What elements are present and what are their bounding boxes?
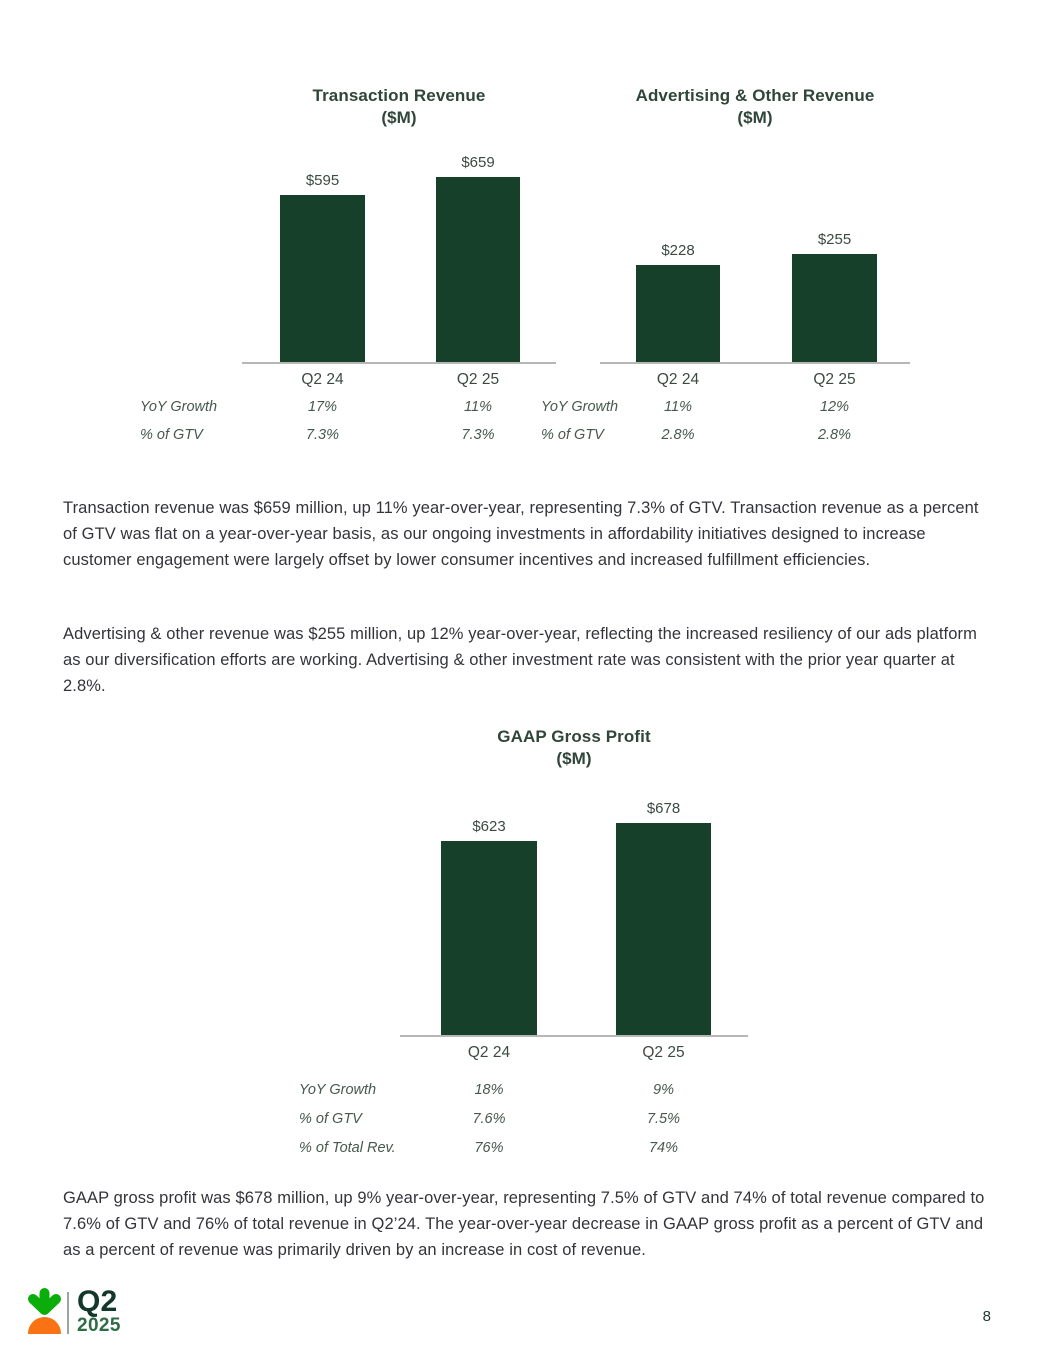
metric-value: 17%: [307, 399, 338, 415]
metric-row-label: % of GTV: [541, 427, 604, 443]
bar-value-label: $595: [305, 172, 340, 189]
chart-subtitle: ($M): [381, 108, 417, 127]
bar-group: [636, 127, 720, 362]
chart-title-text: Advertising & Other Revenue: [635, 86, 875, 105]
plot-area: [242, 127, 556, 362]
chart-title: [242, 85, 556, 129]
chart-title: [400, 726, 748, 770]
chart-transaction-revenue: [130, 85, 556, 455]
metric-value: 12%: [819, 399, 850, 415]
paragraph-gaap-gross-profit: GAAP gross profit was $678 million, up 9% year-over-year, representing 7.5% of GTV and 74% of total revenue compared to 7.6% of GTV and 76% of total revenue in Q2’24. The year-over-year decrease in GAAP gross profit as a percent of GTV and as a percent of revenue was primarily driven by an increase in cost of revenue.: [63, 1189, 985, 1259]
chart-title-text: GAAP Gross Profit: [497, 727, 651, 746]
bar-group: [441, 775, 537, 1035]
bar-q2-25: [616, 823, 711, 1035]
bar-value-label: $678: [646, 800, 681, 817]
metric-value: 7.3%: [305, 427, 340, 443]
category-label: Q2 24: [467, 1044, 511, 1061]
metric-row: [531, 427, 911, 447]
page-number: 8: [982, 1308, 991, 1325]
metric-row: [299, 1082, 749, 1102]
metric-value: 18%: [474, 1082, 504, 1098]
metric-value: 7.3%: [461, 427, 495, 443]
metric-row-label: YoY Growth: [140, 399, 218, 415]
bar-value-label: $255: [817, 231, 852, 248]
logo-year: 2025: [77, 1315, 121, 1336]
metric-row-label: % of GTV: [140, 427, 203, 443]
chart-subtitle: ($M): [737, 108, 773, 127]
metric-value: 9%: [653, 1082, 674, 1098]
bar-q2-25: [436, 177, 520, 362]
x-axis-line: [600, 362, 910, 364]
bar-group: [280, 127, 365, 362]
logo-divider: [67, 1292, 69, 1334]
metric-value: 74%: [648, 1140, 679, 1156]
metric-row: [531, 399, 911, 419]
metric-row-label: % of Total Rev.: [299, 1140, 396, 1156]
paragraph-advertising-revenue: Advertising & other revenue was $255 million, up 12% year-over-year, reflecting the increased resiliency of our ads platform as our diversification efforts are working. Advertising & other investment rate was consistent with the prior year quarter at 2.8%.: [63, 625, 977, 695]
bar-group: [616, 775, 711, 1035]
x-axis-line: [400, 1035, 748, 1037]
metric-row-label: % of GTV: [299, 1111, 362, 1127]
paragraph-transaction-revenue: Transaction revenue was $659 million, up 11% year-over-year, representing 7.3% of GTV. Transaction revenue as a percent of GTV was flat on a year-over-year basis, as our ongoing investments in affordability initiatives designed to increase customer engagement were largely offset by lower consumer incentives and increased fulfillment efficiencies.: [63, 499, 979, 569]
metric-row-label: YoY Growth: [541, 399, 619, 415]
category-label: Q2 25: [456, 371, 500, 388]
bar-value-label: $228: [661, 242, 695, 259]
bar-q2-24: [441, 841, 537, 1035]
plot-area: [400, 775, 748, 1035]
metric-value: 7.5%: [646, 1111, 681, 1127]
metric-value: 11%: [664, 399, 692, 415]
carrot-leaf-icon: [27, 1288, 62, 1316]
bar-q2-24: [636, 265, 720, 362]
chart-title-text: Transaction Revenue: [312, 86, 486, 105]
plot-area: [600, 127, 910, 362]
x-axis-line: [242, 362, 556, 364]
bar-q2-25: [792, 254, 877, 362]
metric-value: 2.8%: [817, 427, 852, 443]
bar-q2-24: [280, 195, 365, 362]
category-label: Q2 24: [301, 371, 344, 388]
category-label: Q2 25: [642, 1044, 685, 1061]
category-label: Q2 24: [656, 371, 700, 388]
metric-value: 11%: [464, 399, 492, 415]
metric-row: [299, 1140, 749, 1160]
bar-value-label: $623: [472, 818, 506, 835]
bar-group: [792, 127, 877, 362]
chart-gaap-gross-profit: [299, 726, 749, 1171]
footer-logo: [27, 1286, 187, 1346]
metric-row-label: YoY Growth: [299, 1082, 377, 1098]
metric-value: 2.8%: [661, 427, 695, 443]
chart-subtitle: ($M): [556, 749, 592, 768]
metric-row: [299, 1111, 749, 1131]
metric-value: 7.6%: [472, 1111, 506, 1127]
chart-advertising-other-revenue: [531, 85, 911, 455]
bar-value-label: $659: [461, 154, 495, 171]
logo-quarter: Q2: [77, 1285, 118, 1318]
chart-title: [600, 85, 910, 129]
carrot-root-icon: [28, 1317, 61, 1334]
metric-value: 76%: [474, 1140, 504, 1156]
metric-row: [130, 399, 556, 419]
bar-group: [436, 127, 520, 362]
category-label: Q2 25: [813, 371, 856, 388]
metric-row: [130, 427, 556, 447]
